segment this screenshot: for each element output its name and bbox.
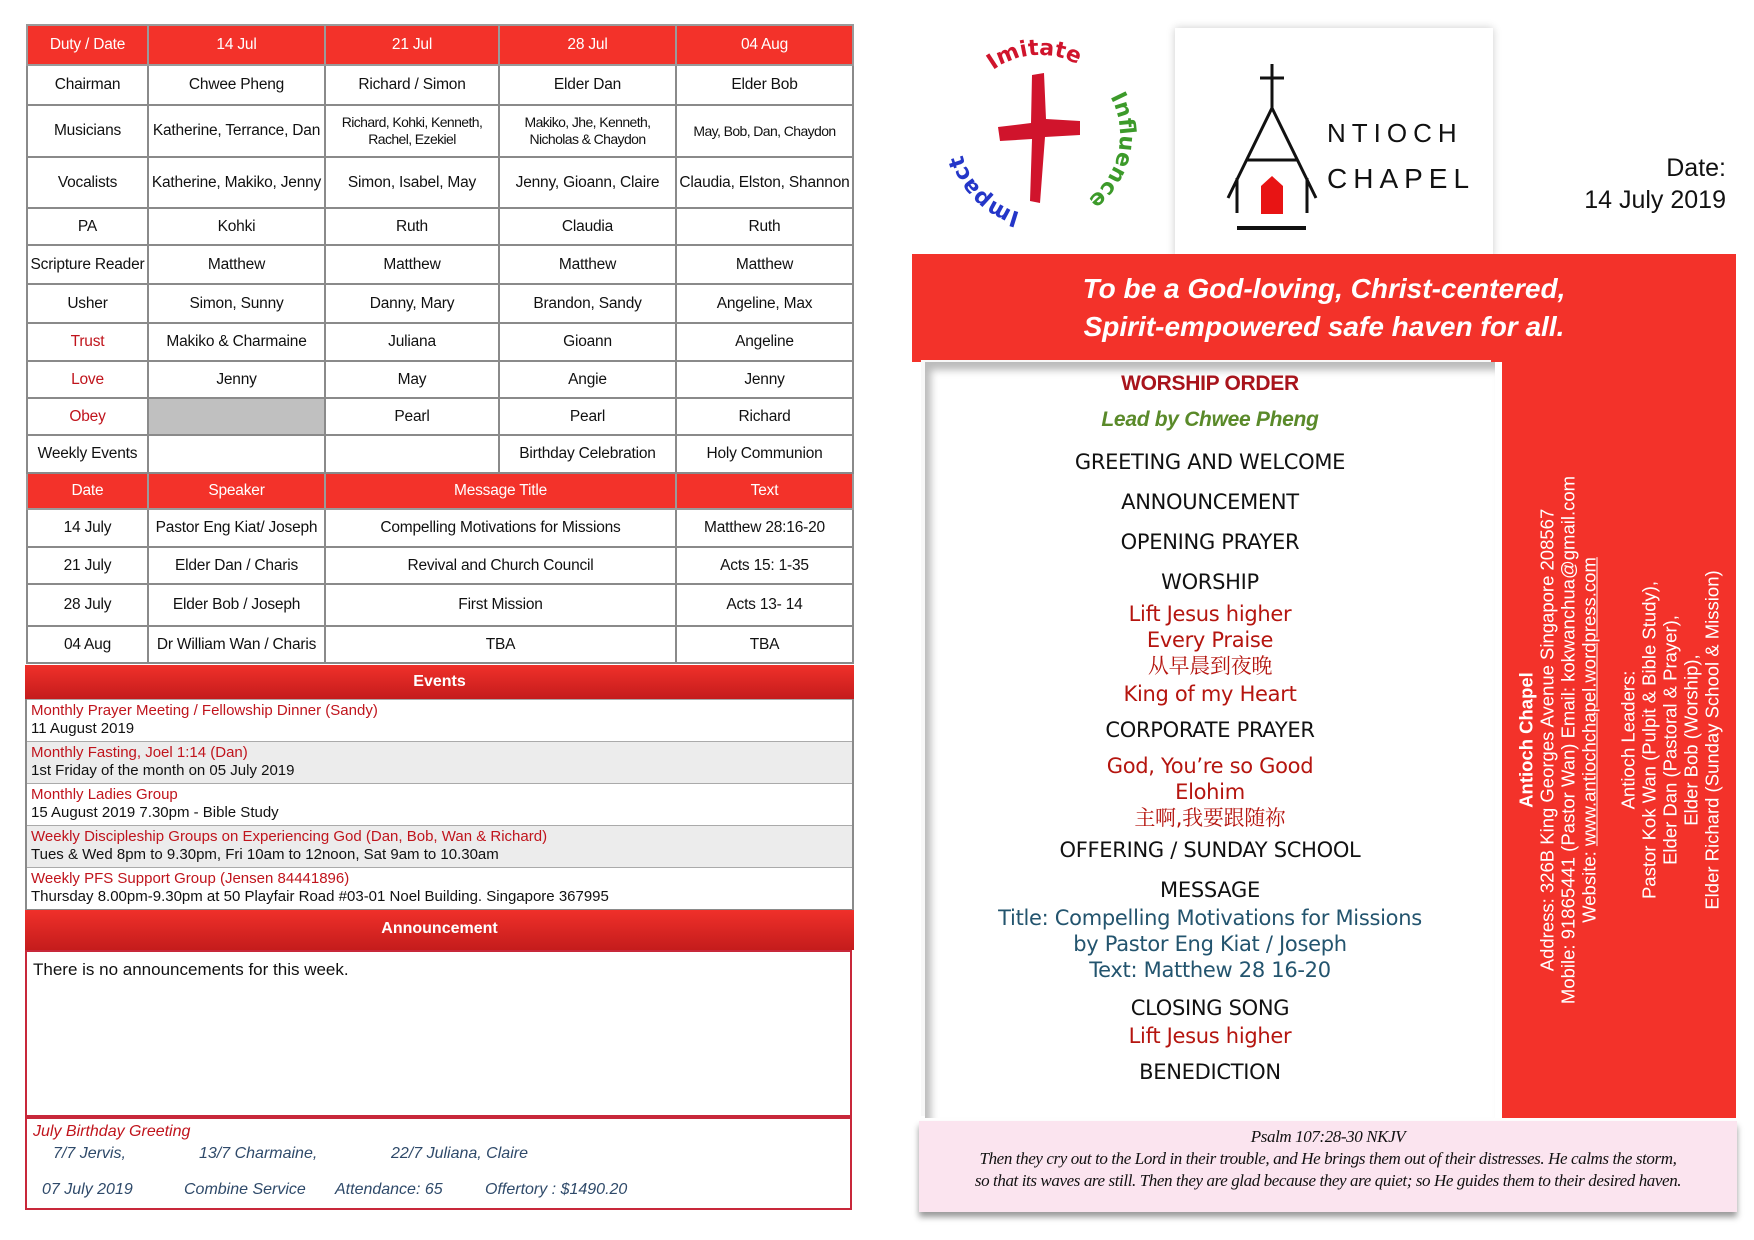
cell: Acts 15: 1-35 [676,547,853,584]
cell: Angeline [676,323,853,361]
leaders-title: Antioch Leaders: [1617,670,1639,810]
birthday-entry: 7/7 Jervis, [53,1145,126,1162]
cell: Elder Bob / Joseph [148,584,325,626]
cell: Matthew 28:16-20 [676,509,853,547]
cell: 14 July [27,509,148,547]
event-detail: Thursday 8.00pm-9.30pm at 50 Playfair Road #03-01 Noel Building. Singapore 367995 [31,888,609,905]
duty-label: Trust [27,323,148,361]
cross-icon [998,73,1080,203]
cell: Simon, Sunny [148,284,325,323]
cell [148,435,325,473]
cell: Ruth [676,208,853,245]
event-title: Monthly Fasting, Joel 1:14 (Dan) [31,744,248,761]
cell: Elder Dan [499,65,676,105]
list-item [27,741,852,783]
song-title: God, You’re so Good [1106,754,1314,778]
worship-order [925,362,1495,1118]
website-link[interactable]: www.antiochchapel.wordpress.com [1578,557,1600,847]
duty-roster-table [26,24,854,664]
birthday-entry: 22/7 Juliana, Claire [391,1145,528,1162]
header-cell: 04 Aug [676,25,853,65]
cell: Jenny [676,361,853,398]
list-item [27,783,852,825]
cell: Pastor Eng Kiat/ Joseph [148,509,325,547]
duty-label: Chairman [27,65,148,105]
cell: Claudia, Elston, Shannon [676,157,853,208]
cell: Birthday Celebration [499,435,676,473]
song-title: King of my Heart [1123,682,1297,706]
date-value: 14 July 2019 [1584,186,1726,214]
cell: Danny, Mary [325,284,499,323]
cell: Jenny [148,361,325,398]
song-title: Lift Jesus higher [1128,602,1292,626]
cell: Pearl [499,398,676,435]
attendance: Attendance: 65 [335,1181,443,1198]
song-title: Lift Jesus higher [1128,1024,1292,1048]
date-label: Date: [1666,154,1726,182]
duty-label: Love [27,361,148,398]
cell: TBA [325,626,676,663]
message-detail: Title: Compelling Motivations for Missions [998,906,1422,930]
contact-name: Antioch Chapel [1515,672,1537,808]
event-title: Weekly PFS Support Group (Jensen 84441896) [31,870,350,887]
svg-text:Influence [1084,88,1139,213]
worship-title: WORSHIP ORDER [1121,372,1299,395]
worship-section: CLOSING SONG [1130,996,1290,1020]
cell: Elder Dan / Charis [148,547,325,584]
service-date: 07 July 2019 [42,1181,133,1198]
duty-header-row [27,25,853,65]
message-header-row [27,473,853,509]
list-item [27,825,852,867]
psalm-line: so that its waves are still. Then they are glad because they are quiet; so He guides them to their desired haven. [974,1171,1682,1190]
worship-section: GREETING AND WELCOME [1074,450,1346,474]
cell: 21 July [27,547,148,584]
duty-label: PA [27,208,148,245]
logo-text-impact: Impact [944,153,1022,231]
birthday-greeting [27,1119,850,1208]
logo-text-influence: Influence [1084,88,1140,214]
table-row [27,626,853,663]
duty-label: Weekly Events [27,435,148,473]
song-title: 主啊,我要跟随祢 [1134,806,1286,830]
event-detail: 15 August 2019 7.30pm - Bible Study [31,804,279,821]
event-title: Weekly Discipleship Groups on Experiencing God (Dan, Bob, Wan & Richard) [31,828,548,845]
song-title: 从早晨到夜晚 [1147,654,1273,678]
cell: Katherine, Terrance, Dan [148,105,325,157]
psalm-ref: Psalm 107:28-30 NKJV [1250,1127,1406,1146]
contact-info [1516,420,1723,1060]
header-cell: 14 Jul [148,25,325,65]
table-row [27,584,853,626]
cell: Claudia [499,208,676,245]
worship-section: MESSAGE [1160,878,1260,902]
worship-section: CORPORATE PRAYER [1105,718,1315,742]
table-row [27,105,853,157]
cell: Angeline, Max [676,284,853,323]
worship-section: BENEDICTION [1139,1060,1281,1084]
worship-section: OFFERING / SUNDAY SCHOOL [1059,838,1361,862]
song-title: Every Praise [1146,628,1274,652]
header-cell: 28 Jul [499,25,676,65]
cell: Pearl [325,398,499,435]
event-title: Monthly Ladies Group [31,786,178,803]
cell: Holy Communion [676,435,853,473]
cell: Brandon, Sandy [499,284,676,323]
cell: Elder Bob [676,65,853,105]
leader: Elder Richard (Sunday School & Mission) [1701,570,1723,910]
song-title: Elohim [1175,780,1245,804]
cell [148,398,325,435]
event-detail: 1st Friday of the month on 05 July 2019 [31,762,295,779]
events-header: Events [25,665,854,699]
worship-section: WORSHIP [1161,570,1259,594]
header-cell: Text [676,473,853,509]
contact-website-line [1579,420,1600,1060]
duty-label: Vocalists [27,157,148,208]
table-row [27,323,853,361]
table-row [27,435,853,473]
cell: Gioann [499,323,676,361]
bulletin-date [1584,152,1726,216]
header-cell: 21 Jul [325,25,499,65]
list-item [27,699,852,741]
cell: Richard, Kohki, Kenneth, Rachel, Ezekiel [325,105,499,157]
announcement-text: There is no announcements for this week. [27,952,850,1119]
table-row [27,208,853,245]
cell: Compelling Motivations for Missions [325,509,676,547]
leader: Pastor Kok Wan (Pulpit & Bible Study), [1638,580,1660,900]
cell: Revival and Church Council [325,547,676,584]
table-row [27,157,853,208]
service-type: Combine Service [184,1181,306,1198]
duty-label: Usher [27,284,148,323]
cell: 28 July [27,584,148,626]
message-detail: Text: Matthew 28 16-20 [1089,958,1331,982]
cell [325,435,499,473]
event-detail: 11 August 2019 [31,720,135,737]
cell: Simon, Isabel, May [325,157,499,208]
table-row [27,284,853,323]
announcement-box [25,950,852,1210]
worship-section: OPENING PRAYER [1120,530,1300,554]
vision-line: Spirit-empowered safe haven for all. [1083,311,1565,342]
cell: Acts 13- 14 [676,584,853,626]
offertory: Offertory : $1490.20 [485,1181,628,1198]
header-cell: Speaker [148,473,325,509]
cell: Makiko, Jhe, Kenneth, Nicholas & Chaydon [499,105,676,157]
event-title: Monthly Prayer Meeting / Fellowship Dinner (Sandy) [31,702,378,719]
cell: Jenny, Gioann, Claire [499,157,676,208]
leader: Elder Dan (Pastoral & Prayer), [1659,615,1681,865]
events-list [25,699,854,911]
cell: Juliana [325,323,499,361]
cell: TBA [676,626,853,663]
cell: May, Bob, Dan, Chaydon [676,105,853,157]
logo-text-imitate: Imitate [982,35,1086,76]
list-item [27,867,852,909]
logo-text-chapel: CHAPEL [1327,163,1476,194]
psalm-line: Then they cry out to the Lord in their trouble, and He brings them out of their distresses. He calms the storm, [979,1149,1677,1168]
impact-logo [940,35,1140,235]
table-row [27,547,853,584]
cell: Dr William Wan / Charis [148,626,325,663]
vision-line: To be a God-loving, Christ-centered, [1082,273,1566,304]
cell: Ruth [325,208,499,245]
cell: 04 Aug [27,626,148,663]
leader: Elder Bob (Worship), [1680,654,1702,826]
table-row [27,509,853,547]
cell: Matthew [676,245,853,284]
table-row [27,361,853,398]
cell: Matthew [325,245,499,284]
duty-label: Obey [27,398,148,435]
worship-section: ANNOUNCEMENT [1121,490,1299,514]
birthday-entry: 13/7 Charmaine, [199,1145,318,1162]
duty-label: Scripture Reader [27,245,148,284]
antioch-chapel-logo [1175,28,1493,258]
duty-label: Musicians [27,105,148,157]
psalm-verse [919,1121,1737,1212]
cell: Chwee Pheng [148,65,325,105]
header-cell: Duty / Date [27,25,148,65]
cell: Matthew [148,245,325,284]
event-detail: Tues & Wed 8pm to 9.30pm, Fri 10am to 12noon, Sat 9am to 10.30am [31,846,499,863]
website-label: Website: [1578,846,1600,923]
announcement-header: Announcement [25,910,854,950]
header-cell: Date [27,473,148,509]
cell: Kohki [148,208,325,245]
table-row [27,398,853,435]
svg-text:Imitate [983,36,1086,75]
birthday-title: July Birthday Greeting [33,1123,191,1140]
table-row [27,245,853,284]
cell: Angie [499,361,676,398]
vision-banner [912,254,1736,362]
cell: Matthew [499,245,676,284]
header-cell: Message Title [325,473,676,509]
cell: Richard / Simon [325,65,499,105]
cell: May [325,361,499,398]
svg-text:Impact [944,153,1022,231]
cell: Richard [676,398,853,435]
logo-text-ntioch: NTIOCH [1327,118,1463,148]
cell: Katherine, Makiko, Jenny [148,157,325,208]
worship-lead: Lead by Chwee Pheng [1101,408,1319,431]
cell: Makiko & Charmaine [148,323,325,361]
contact-mobile: Mobile: 91865441 (Pastor Wan) Email: kokwanchua@gmail.com [1557,475,1579,1005]
message-detail: by Pastor Eng Kiat / Joseph [1073,932,1347,956]
table-row [27,65,853,105]
cell: First Mission [325,584,676,626]
contact-address: Address: 326B King Georges Avenue Singapore 208567 [1536,508,1558,972]
